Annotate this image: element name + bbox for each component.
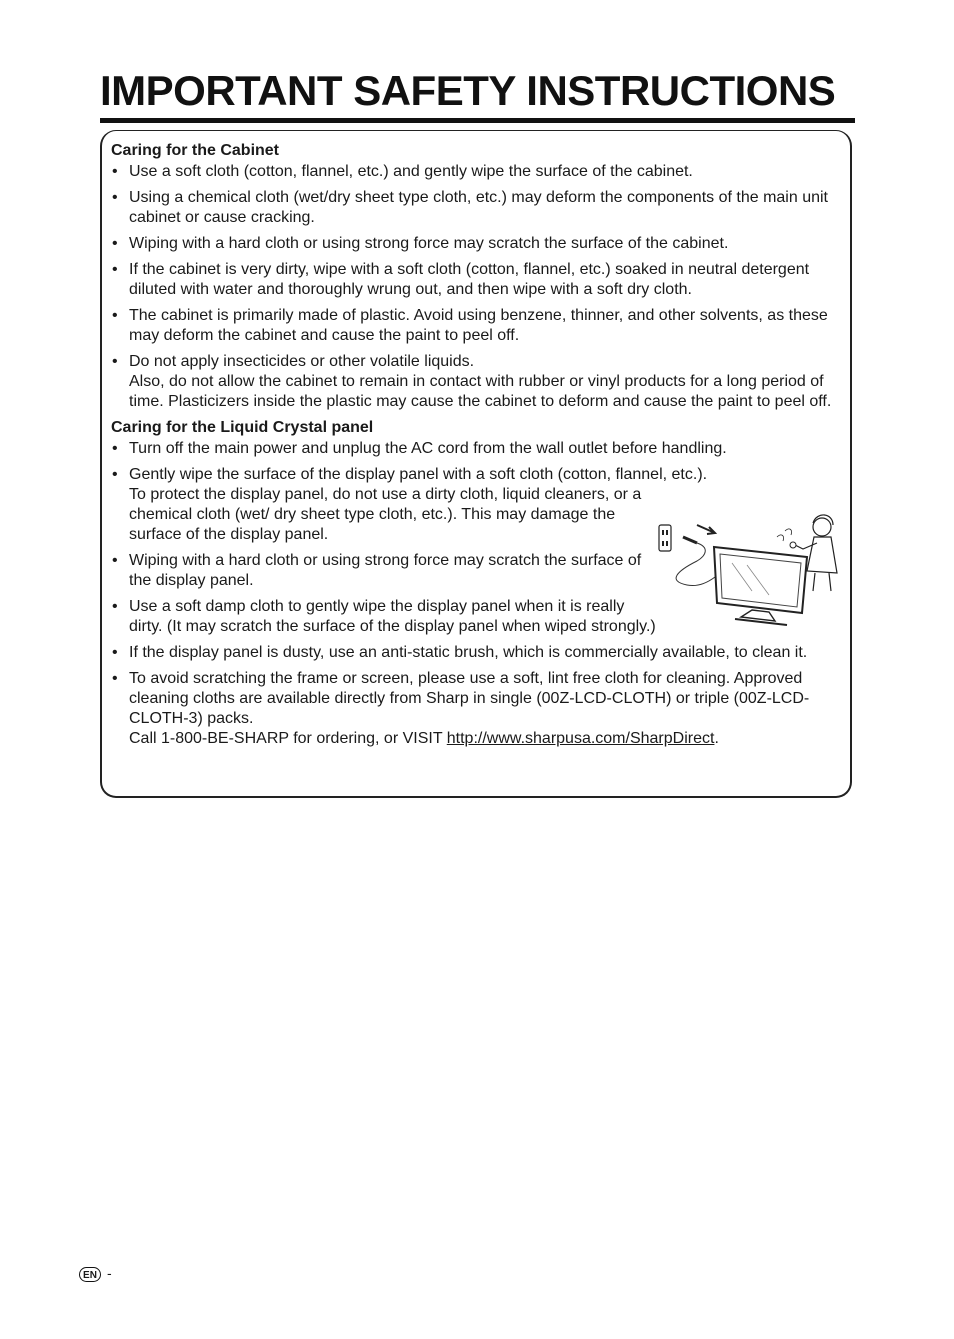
page-number-dash: - [107,1265,112,1281]
list-item: • Do not apply insecticides or other volatile liquids. Also, do not allow the cabinet to remain in contact with rubber or vinyl products for a long period of time. Plasticizers inside the plastic may cause the cabinet to deform and cause the paint to peel off. [111,352,840,412]
list-item: • Gently wipe the surface of the display panel with a soft cloth (cotton, flannel, etc.). To protect the display panel, do not use a dirty cloth, liquid cleaners, or a chemical cloth (wet/ dry sheet type cloth, etc.). This may damage the surface of the display panel. [111,465,840,545]
list-item: • Use a soft damp cloth to gently wipe the display panel when it is really dirty. (It may scratch the surface of the display panel when wiped strongly.) [111,597,657,637]
list-item: • Use a soft cloth (cotton, flannel, etc.) and gently wipe the surface of the cabinet. [111,162,840,182]
list-item: • To avoid scratching the frame or screen, please use a soft, lint free cloth for cleaning. Approved cleaning cloths are available directly from Sharp in single (00Z-LCD-CLOTH) or triple (00Z-LCD-CLOTH-3) packs. Call 1-800-BE-SHARP for ordering, or VISIT http://www.sharpusa.com/SharpDirect. [111,669,840,749]
sharp-direct-link[interactable]: http://www.sharpusa.com/SharpDirect [446,730,715,747]
list-item: • Using a chemical cloth (wet/dry sheet type cloth, etc.) may deform the components of the main unit cabinet or cause cracking. [111,188,840,228]
list-item: • Wiping with a hard cloth or using strong force may scratch the surface of the cabinet. [111,234,840,254]
list-item: • If the display panel is dusty, use an anti-static brush, which is commercially available, to clean it. [111,643,840,663]
title-rule [100,118,855,123]
list-item-continuation: Also, do not allow the cabinet to remain in contact with rubber or vinyl products for a long period of time. Plasticizers inside the plastic may cause the cabinet to deform and cause the paint to peel off. [129,373,832,410]
instructions-box [100,130,852,798]
list-item: • Wiping with a hard cloth or using strong force may scratch the surface of the display panel. [111,551,657,591]
cabinet-heading: Caring for the Cabinet [111,142,280,159]
page-title: IMPORTANT SAFETY INSTRUCTIONS [100,67,836,114]
list-item-continuation: Call 1-800-BE-SHARP for ordering, or VISIT http://www.sharpusa.com/SharpDirect. [129,730,719,747]
panel-heading: Caring for the Liquid Crystal panel [111,419,374,436]
list-item: • The cabinet is primarily made of plastic. Avoid using benzene, thinner, and other solvents, as these may deform the cabinet and cause the paint to peel off. [111,306,840,346]
cabinet-list [111,162,840,412]
tv-cleaning-illustration [657,511,842,626]
language-badge: EN [79,1267,101,1282]
list-item: • If the cabinet is very dirty, wipe with a soft cloth (cotton, flannel, etc.) soaked in neutral detergent diluted with water and thoroughly wrung out, and then wipe with a soft dry cloth. [111,260,840,300]
list-item: • Turn off the main power and unplug the AC cord from the wall outlet before handling. [111,439,840,459]
list-item-continuation: To protect the display panel, do not use a dirty cloth, liquid cleaners, or a chemical cloth (wet/ dry sheet type cloth, etc.). This may damage the surface of the display panel. [129,486,642,543]
